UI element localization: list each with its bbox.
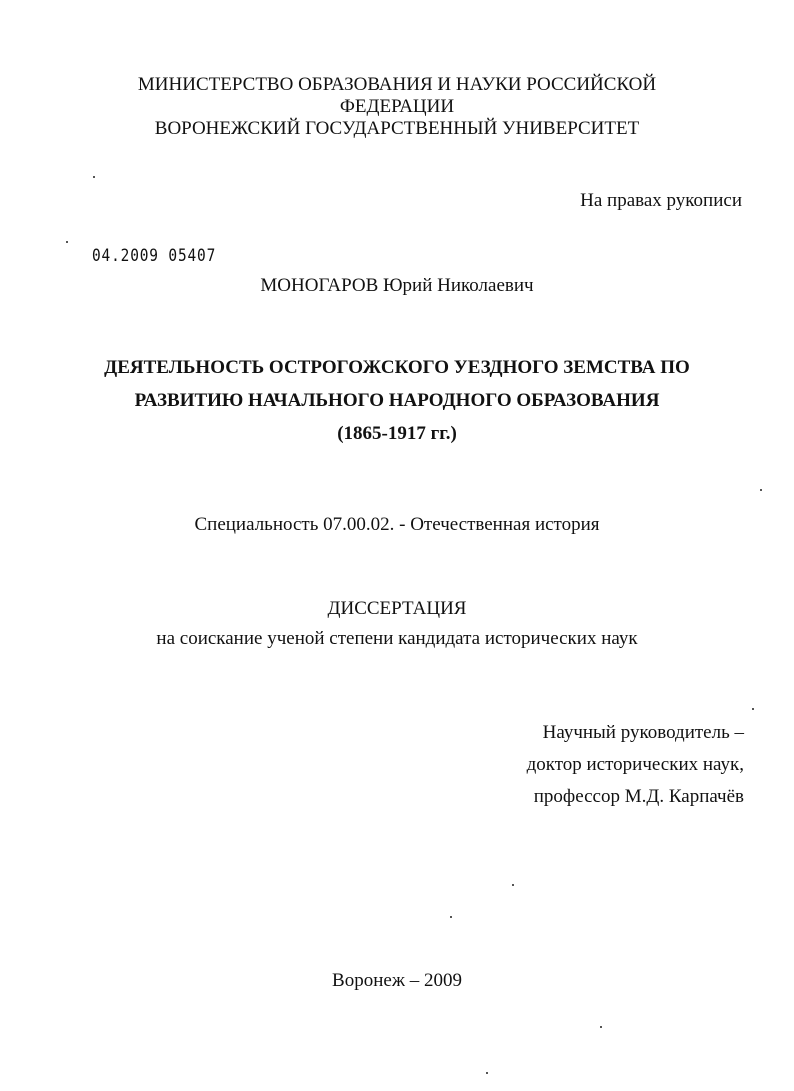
scan-speck (752, 708, 754, 710)
degree-line: на соискание ученой степени кандидата исторических наук (156, 628, 638, 649)
rights-note: На правах рукописи (580, 190, 742, 211)
federation-line: ФЕДЕРАЦИИ (339, 96, 455, 117)
place-year: Воронеж – 2009 (332, 970, 462, 991)
title-years: (1865-1917 гг.) (337, 423, 457, 444)
author-name: МОНОГАРОВ Юрий Николаевич (260, 275, 534, 296)
document-type: ДИССЕРТАЦИЯ (327, 598, 467, 619)
scan-speck (512, 884, 514, 886)
title-line-1: ДЕЯТЕЛЬНОСТЬ ОСТРОГОЖСКОГО УЕЗДНОГО ЗЕМСТВА ПО (104, 357, 690, 378)
scan-speck (66, 241, 68, 243)
registration-stamp: 04.2009 05407 (92, 246, 217, 266)
university-line: ВОРОНЕЖСКИЙ ГОСУДАРСТВЕННЫЙ УНИВЕРСИТЕТ (154, 118, 640, 139)
supervisor-line-2: доктор исторических наук, (526, 754, 744, 775)
scan-speck (486, 1072, 488, 1074)
scan-speck (450, 916, 452, 918)
ministry-line: МИНИСТЕРСТВО ОБРАЗОВАНИЯ И НАУКИ РОССИЙСКОЙ (137, 74, 657, 95)
supervisor-line-3: профессор М.Д. Карпачёв (533, 786, 744, 807)
scan-speck (93, 176, 95, 178)
scan-speck (600, 1026, 602, 1028)
title-line-2: РАЗВИТИЮ НАЧАЛЬНОГО НАРОДНОГО ОБРАЗОВАНИЯ (134, 390, 660, 411)
supervisor-line-1: Научный руководитель – (542, 722, 744, 743)
specialty: Специальность 07.00.02. - Отечественная история (194, 514, 600, 535)
scan-speck (760, 489, 762, 491)
